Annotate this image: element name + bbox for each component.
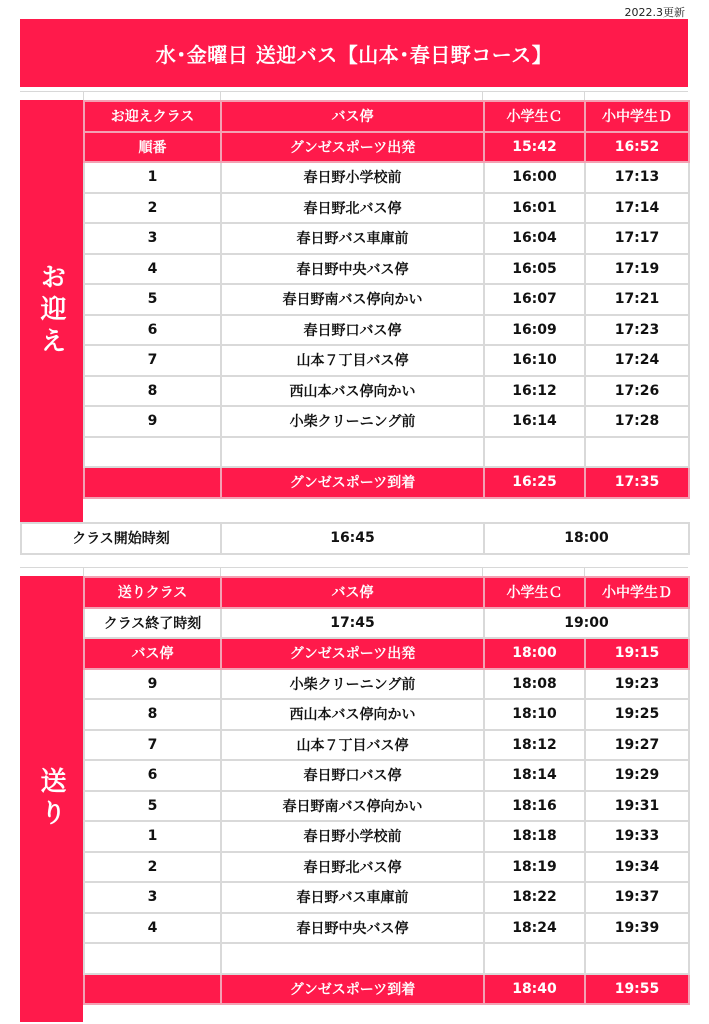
stop-name: 春日野北バス停 — [221, 193, 484, 224]
stop-name: 春日野バス車庫前 — [221, 882, 484, 913]
page-title: 水･金曜日 送迎バス【山本･春日野コース】 — [20, 19, 688, 87]
stop-time-c: 16:01 — [484, 193, 585, 224]
blank-cell — [221, 437, 484, 468]
stop-order: 1 — [84, 821, 221, 852]
dropoff-section — [20, 567, 688, 1022]
dropoff-depart-row — [84, 638, 689, 669]
stop-row — [84, 852, 689, 883]
stop-row — [84, 223, 689, 254]
stop-row — [84, 882, 689, 913]
stop-time-d: 19:29 — [585, 760, 689, 791]
stop-row — [84, 376, 689, 407]
arrive-blank — [84, 467, 221, 498]
stop-name: 春日野南バス停向かい — [221, 284, 484, 315]
stop-time-d: 17:23 — [585, 315, 689, 346]
stop-name: 春日野北バス停 — [221, 852, 484, 883]
blank-row — [84, 943, 689, 974]
stop-time-d: 17:19 — [585, 254, 689, 285]
stop-row — [84, 345, 689, 376]
stop-time-c: 16:10 — [484, 345, 585, 376]
depart-time-d: 19:15 — [585, 638, 689, 669]
arrive-blank — [84, 974, 221, 1005]
stop-order: 9 — [84, 406, 221, 437]
stop-time-d: 19:37 — [585, 882, 689, 913]
stop-row — [84, 315, 689, 346]
stop-name: 西山本バス停向かい — [221, 699, 484, 730]
stop-row — [84, 913, 689, 944]
stop-row — [84, 821, 689, 852]
dropoff-side-label: 送り — [20, 576, 83, 1022]
updated-date: 2022.3更新 — [624, 6, 685, 19]
stop-row — [84, 406, 689, 437]
arrive-time-d: 17:35 — [585, 467, 689, 498]
arrive-time-d: 19:55 — [585, 974, 689, 1005]
pickup-depart-row — [84, 132, 689, 163]
depart-label: 順番 — [84, 132, 221, 163]
class-end-time-d: 19:00 — [484, 608, 689, 639]
stop-time-d: 17:13 — [585, 162, 689, 193]
stop-row — [84, 193, 689, 224]
stop-time-c: 16:00 — [484, 162, 585, 193]
stop-order: 8 — [84, 376, 221, 407]
stop-row — [84, 699, 689, 730]
stop-time-d: 17:26 — [585, 376, 689, 407]
class-end-row — [84, 608, 689, 639]
pickup-section — [20, 91, 688, 554]
depart-time-d: 16:52 — [585, 132, 689, 163]
stop-time-c: 18:19 — [484, 852, 585, 883]
stop-time-c: 16:14 — [484, 406, 585, 437]
stop-time-d: 19:34 — [585, 852, 689, 883]
blank-cell — [585, 437, 689, 468]
class-end-label: クラス終了時刻 — [84, 608, 221, 639]
stop-name: 小柴クリーニング前 — [221, 669, 484, 700]
class-start-time-d: 18:00 — [484, 523, 689, 554]
stop-name: 春日野口バス停 — [221, 315, 484, 346]
stop-name: 小柴クリーニング前 — [221, 406, 484, 437]
stop-time-c: 16:12 — [484, 376, 585, 407]
stop-time-c: 18:08 — [484, 669, 585, 700]
blank-cell — [84, 943, 221, 974]
depart-time-c: 15:42 — [484, 132, 585, 163]
stop-order: 9 — [84, 669, 221, 700]
stop-order: 5 — [84, 791, 221, 822]
stop-time-c: 16:05 — [484, 254, 585, 285]
stop-time-d: 19:31 — [585, 791, 689, 822]
stop-time-d: 17:21 — [585, 284, 689, 315]
header-class: 送りクラス — [84, 577, 221, 608]
stop-time-d: 17:17 — [585, 223, 689, 254]
header-stop: バス停 — [221, 577, 484, 608]
stop-time-c: 16:07 — [484, 284, 585, 315]
stop-time-c: 18:10 — [484, 699, 585, 730]
arrive-time-c: 16:25 — [484, 467, 585, 498]
class-start-label: クラス開始時刻 — [21, 523, 221, 554]
stop-order: 2 — [84, 852, 221, 883]
stop-name: 春日野口バス停 — [221, 760, 484, 791]
header-class-d: 小中学生Ｄ — [585, 101, 689, 132]
stop-row — [84, 669, 689, 700]
pickup-table — [83, 100, 690, 499]
pickup-start-table — [20, 522, 690, 555]
stop-time-d: 19:27 — [585, 730, 689, 761]
class-start-row — [21, 523, 689, 554]
stop-order: 4 — [84, 254, 221, 285]
stop-time-d: 19:39 — [585, 913, 689, 944]
blank-cell — [585, 943, 689, 974]
stop-time-c: 16:09 — [484, 315, 585, 346]
stop-order: 3 — [84, 882, 221, 913]
stop-order: 8 — [84, 699, 221, 730]
pickup-side-label: お迎え — [20, 100, 83, 522]
stop-order: 6 — [84, 315, 221, 346]
dropoff-table — [83, 576, 690, 1005]
class-end-time-c: 17:45 — [221, 608, 484, 639]
stop-time-c: 18:12 — [484, 730, 585, 761]
stop-order: 3 — [84, 223, 221, 254]
blank-cell — [84, 437, 221, 468]
stop-time-d: 17:14 — [585, 193, 689, 224]
arrive-stop: グンゼスポーツ到着 — [221, 974, 484, 1005]
stop-time-d: 19:33 — [585, 821, 689, 852]
header-class-d: 小中学生Ｄ — [585, 577, 689, 608]
depart-stop: グンゼスポーツ出発 — [221, 638, 484, 669]
stop-time-c: 18:18 — [484, 821, 585, 852]
stop-name: 春日野南バス停向かい — [221, 791, 484, 822]
stop-name: 春日野小学校前 — [221, 162, 484, 193]
stop-order: 7 — [84, 730, 221, 761]
stop-time-c: 18:24 — [484, 913, 585, 944]
blank-row — [84, 437, 689, 468]
stop-order: 5 — [84, 284, 221, 315]
header-class: お迎えクラス — [84, 101, 221, 132]
stop-time-c: 18:22 — [484, 882, 585, 913]
stop-time-c: 18:14 — [484, 760, 585, 791]
stop-name: 山本７丁目バス停 — [221, 730, 484, 761]
class-start-time-c: 16:45 — [221, 523, 484, 554]
depart-stop: グンゼスポーツ出発 — [221, 132, 484, 163]
stop-time-d: 19:25 — [585, 699, 689, 730]
stop-name: 春日野小学校前 — [221, 821, 484, 852]
stop-row — [84, 284, 689, 315]
arrive-row — [84, 467, 689, 498]
arrive-stop: グンゼスポーツ到着 — [221, 467, 484, 498]
stop-time-d: 17:24 — [585, 345, 689, 376]
stop-name: 山本７丁目バス停 — [221, 345, 484, 376]
stop-row — [84, 791, 689, 822]
blank-cell — [221, 943, 484, 974]
stop-order: 2 — [84, 193, 221, 224]
blank-cell — [484, 943, 585, 974]
stop-row — [84, 760, 689, 791]
header-stop: バス停 — [221, 101, 484, 132]
arrive-time-c: 18:40 — [484, 974, 585, 1005]
arrive-row — [84, 974, 689, 1005]
dropoff-header-row — [84, 577, 689, 608]
header-class-c: 小学生Ｃ — [484, 577, 585, 608]
pickup-header-row — [84, 101, 689, 132]
stop-name: 春日野中央バス停 — [221, 913, 484, 944]
stop-name: 西山本バス停向かい — [221, 376, 484, 407]
stop-time-c: 16:04 — [484, 223, 585, 254]
stop-name: 春日野中央バス停 — [221, 254, 484, 285]
stop-time-d: 17:28 — [585, 406, 689, 437]
depart-label: バス停 — [84, 638, 221, 669]
stop-order: 6 — [84, 760, 221, 791]
stop-row — [84, 730, 689, 761]
depart-time-c: 18:00 — [484, 638, 585, 669]
blank-cell — [484, 437, 585, 468]
stop-time-c: 18:16 — [484, 791, 585, 822]
stop-order: 1 — [84, 162, 221, 193]
stop-time-d: 19:23 — [585, 669, 689, 700]
stop-order: 7 — [84, 345, 221, 376]
stop-name: 春日野バス車庫前 — [221, 223, 484, 254]
stop-order: 4 — [84, 913, 221, 944]
stop-row — [84, 162, 689, 193]
header-class-c: 小学生Ｃ — [484, 101, 585, 132]
stop-row — [84, 254, 689, 285]
